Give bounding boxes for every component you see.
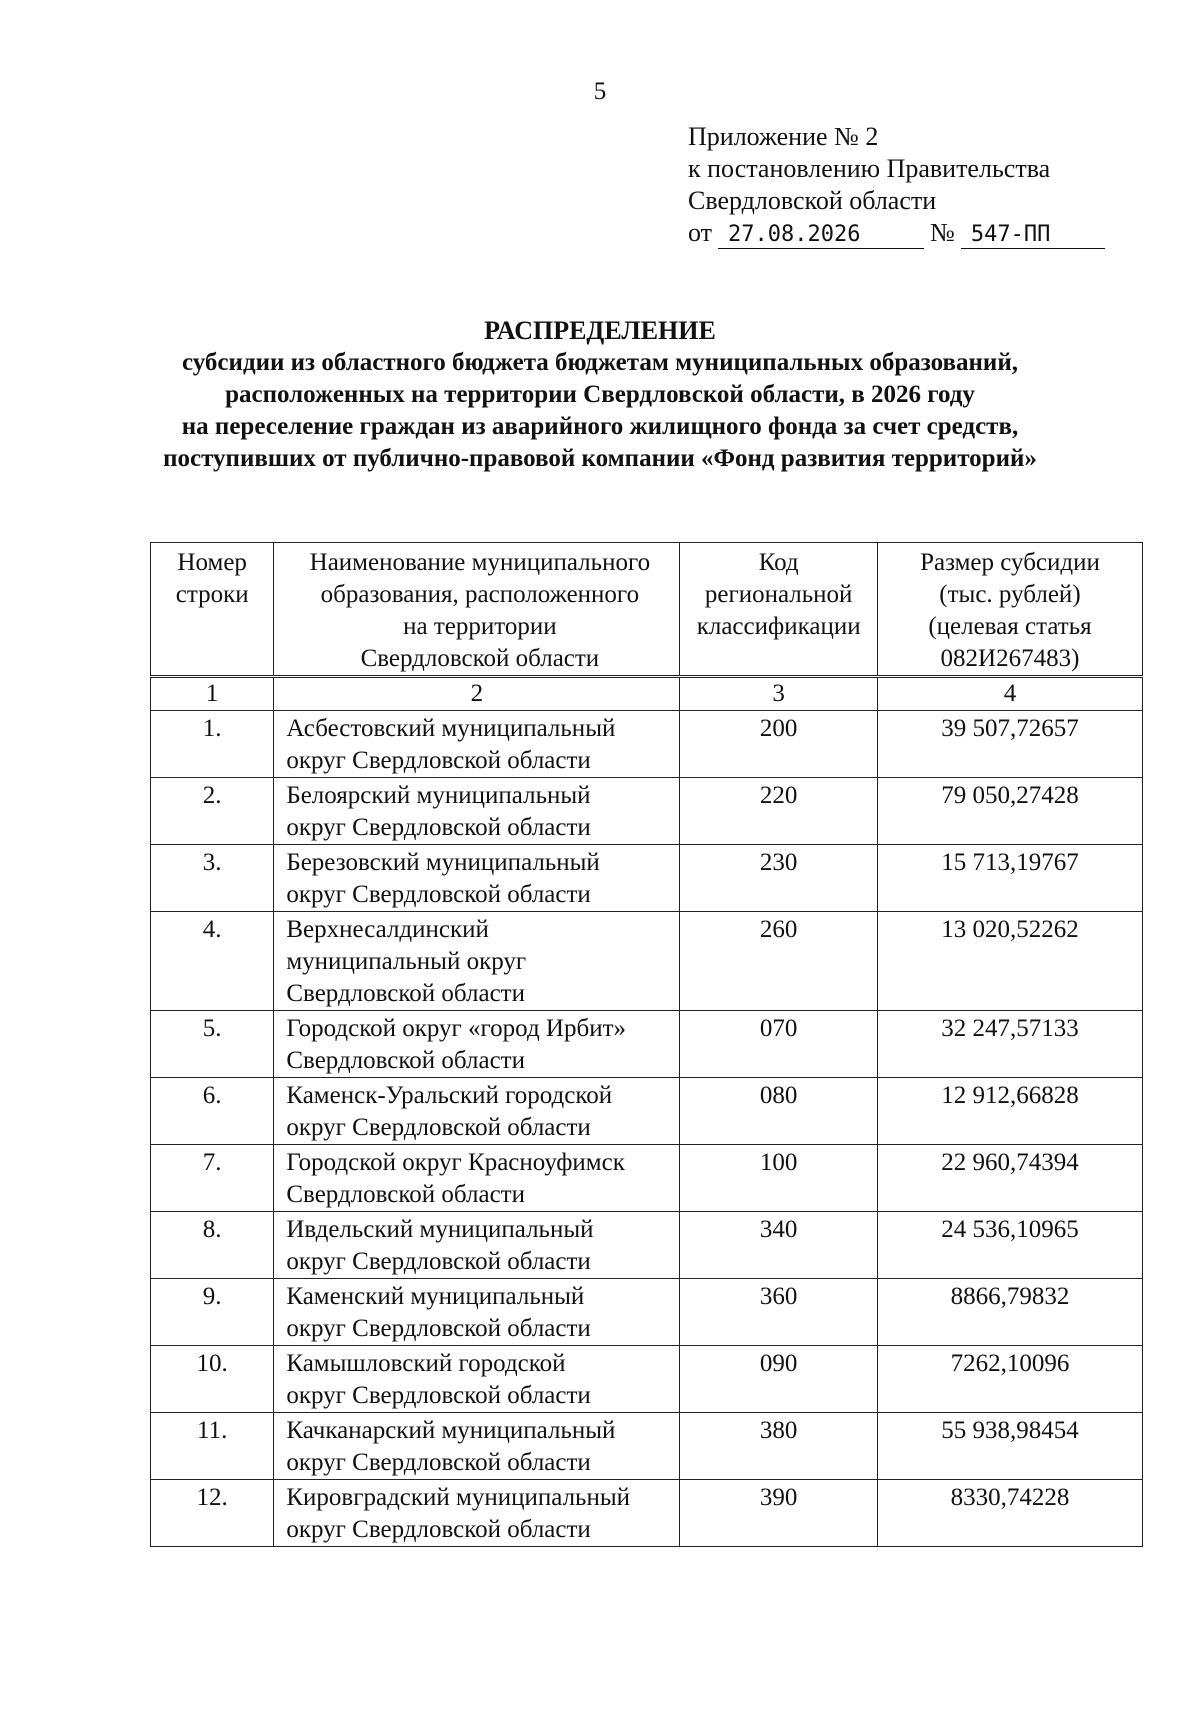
table-row — [151, 1011, 1143, 1078]
municipality-name-line: Качканарский муниципальный — [286, 1417, 616, 1444]
region-code: 100 — [680, 1145, 878, 1212]
table-row — [151, 1346, 1143, 1413]
page-number: 5 — [593, 78, 607, 105]
municipality-name — [274, 1279, 680, 1346]
region-code: 260 — [680, 912, 878, 1011]
row-number: 4. — [151, 912, 274, 1011]
header-municipality-name: Наименование муниципального образования, расположенного на территории Свердловской области — [274, 543, 680, 677]
municipality-name — [274, 711, 680, 778]
subsidy-amount: 39 507,72657 — [877, 711, 1142, 778]
subsidy-amount: 13 020,52262 — [877, 912, 1142, 1011]
municipality-name — [274, 845, 680, 912]
region-code: 390 — [680, 1480, 878, 1547]
table-row — [151, 1413, 1143, 1480]
municipality-name-line: Свердловской области — [286, 1181, 525, 1208]
municipality-name — [274, 1346, 680, 1413]
municipality-name — [274, 1145, 680, 1212]
table-row — [151, 711, 1143, 778]
subsidy-amount: 8330,74228 — [877, 1480, 1142, 1547]
header-region-code: Код региональной классификации — [680, 543, 878, 677]
subsidy-amount: 32 247,57133 — [877, 1011, 1142, 1078]
municipality-name-line: Каменский муниципальный — [286, 1283, 585, 1310]
row-number: 1. — [151, 711, 274, 778]
municipality-name-line: Кировградский муниципальный — [286, 1484, 630, 1511]
appendix-date-number-line — [688, 217, 1105, 249]
region-code: 080 — [680, 1078, 878, 1145]
municipality-name-line: Городской округ «город Ирбит» — [286, 1015, 626, 1042]
region-code: 090 — [680, 1346, 878, 1413]
municipality-name-line: Верхнесалдинский — [286, 916, 489, 943]
table-row — [151, 778, 1143, 845]
column-number: 4 — [877, 677, 1142, 711]
table-row — [151, 912, 1143, 1011]
title-main: РАСПРЕДЕЛЕНИЕ — [484, 316, 716, 345]
table-row — [151, 1480, 1143, 1547]
region-code: 380 — [680, 1413, 878, 1480]
table-row — [151, 845, 1143, 912]
municipality-name-line: округ Свердловской области — [286, 747, 591, 774]
region-code: 200 — [680, 711, 878, 778]
municipality-name-line: Камышловский городской — [286, 1350, 566, 1377]
column-number-row — [151, 677, 1143, 711]
title-line-1: субсидии из областного бюджета бюджетам муниципальных образований, — [182, 349, 1018, 376]
title-line-2: расположенных на территории Свердловской области, в 2026 году — [225, 381, 975, 408]
municipality-name — [274, 1413, 680, 1480]
subsidy-amount: 8866,79832 — [877, 1279, 1142, 1346]
column-number: 1 — [151, 677, 274, 711]
subsidy-amount: 7262,10096 — [877, 1346, 1142, 1413]
municipality-name-line: Белоярский муниципальный — [286, 782, 591, 809]
municipality-name-line: округ Свердловской области — [286, 1516, 591, 1543]
table-row — [151, 1212, 1143, 1279]
appendix-line-3: Свердловской области — [688, 186, 937, 215]
row-number: 5. — [151, 1011, 274, 1078]
municipality-name-line: Асбестовский муниципальный — [286, 715, 616, 742]
municipality-name — [274, 912, 680, 1011]
column-number: 3 — [680, 677, 878, 711]
region-code: 070 — [680, 1011, 878, 1078]
table-row — [151, 1279, 1143, 1346]
title-line-4: поступивших от публично-правовой компании «Фонд развития территорий» — [163, 445, 1037, 472]
header-row-number: Номер строки — [151, 543, 274, 677]
row-number: 11. — [151, 1413, 274, 1480]
municipality-name-line: Каменск-Уральский городской — [286, 1082, 613, 1109]
municipality-name — [274, 778, 680, 845]
subsidy-amount: 12 912,66828 — [877, 1078, 1142, 1145]
region-code: 340 — [680, 1212, 878, 1279]
appendix-line-1: Приложение № 2 — [688, 122, 879, 151]
subsidy-amount: 79 050,27428 — [877, 778, 1142, 845]
municipality-name-line: округ Свердловской области — [286, 1382, 591, 1409]
municipality-name-line: округ Свердловской области — [286, 1248, 591, 1275]
region-code: 220 — [680, 778, 878, 845]
municipality-name-line: округ Свердловской области — [286, 814, 591, 841]
municipality-name-line: муниципальный округ — [286, 948, 527, 975]
table-header-row — [151, 543, 1143, 677]
municipality-name — [274, 1480, 680, 1547]
appendix-line-2: к постановлению Правительства — [688, 154, 1051, 183]
row-number: 10. — [151, 1346, 274, 1413]
municipality-name-line: Ивдельский муниципальный — [286, 1216, 594, 1243]
region-code: 230 — [680, 845, 878, 912]
municipality-name-line: округ Свердловской области — [286, 1449, 591, 1476]
resolution-number: 547-ПП — [961, 222, 1105, 249]
municipality-name-line: Свердловской области — [286, 980, 525, 1007]
column-number: 2 — [274, 677, 680, 711]
region-code: 360 — [680, 1279, 878, 1346]
municipality-name-line: Березовский муниципальный — [286, 849, 600, 876]
row-number: 6. — [151, 1078, 274, 1145]
municipality-name-line: округ Свердловской области — [286, 1315, 591, 1342]
municipality-name-line: Городской округ Красноуфимск — [286, 1149, 625, 1176]
table-body — [151, 711, 1143, 1547]
row-number: 12. — [151, 1480, 274, 1547]
subsidy-amount: 22 960,74394 — [877, 1145, 1142, 1212]
date-prefix: от — [688, 218, 713, 247]
subsidy-table — [150, 542, 1143, 1547]
row-number: 9. — [151, 1279, 274, 1346]
row-number: 8. — [151, 1212, 274, 1279]
municipality-name-line: округ Свердловской области — [286, 1114, 591, 1141]
table-row — [151, 1078, 1143, 1145]
municipality-name — [274, 1011, 680, 1078]
subsidy-amount: 55 938,98454 — [877, 1413, 1142, 1480]
municipality-name — [274, 1212, 680, 1279]
municipality-name-line: округ Свердловской области — [286, 881, 591, 908]
resolution-date: 27.08.2026 — [718, 222, 924, 249]
appendix-block — [688, 121, 1105, 249]
number-prefix: № — [930, 218, 955, 247]
municipality-name-line: Свердловской области — [286, 1047, 525, 1074]
subsidy-amount: 24 536,10965 — [877, 1212, 1142, 1279]
row-number: 2. — [151, 778, 274, 845]
subsidy-amount: 15 713,19767 — [877, 845, 1142, 912]
document-title — [0, 315, 1200, 475]
table-row — [151, 1145, 1143, 1212]
municipality-name — [274, 1078, 680, 1145]
row-number: 3. — [151, 845, 274, 912]
title-line-3: на переселение граждан из аварийного жилищного фонда за счет средств, — [181, 413, 1019, 440]
row-number: 7. — [151, 1145, 274, 1212]
header-subsidy-amount: Размер субсидии (тыс. рублей) (целевая статья 082И267483) — [877, 543, 1142, 677]
